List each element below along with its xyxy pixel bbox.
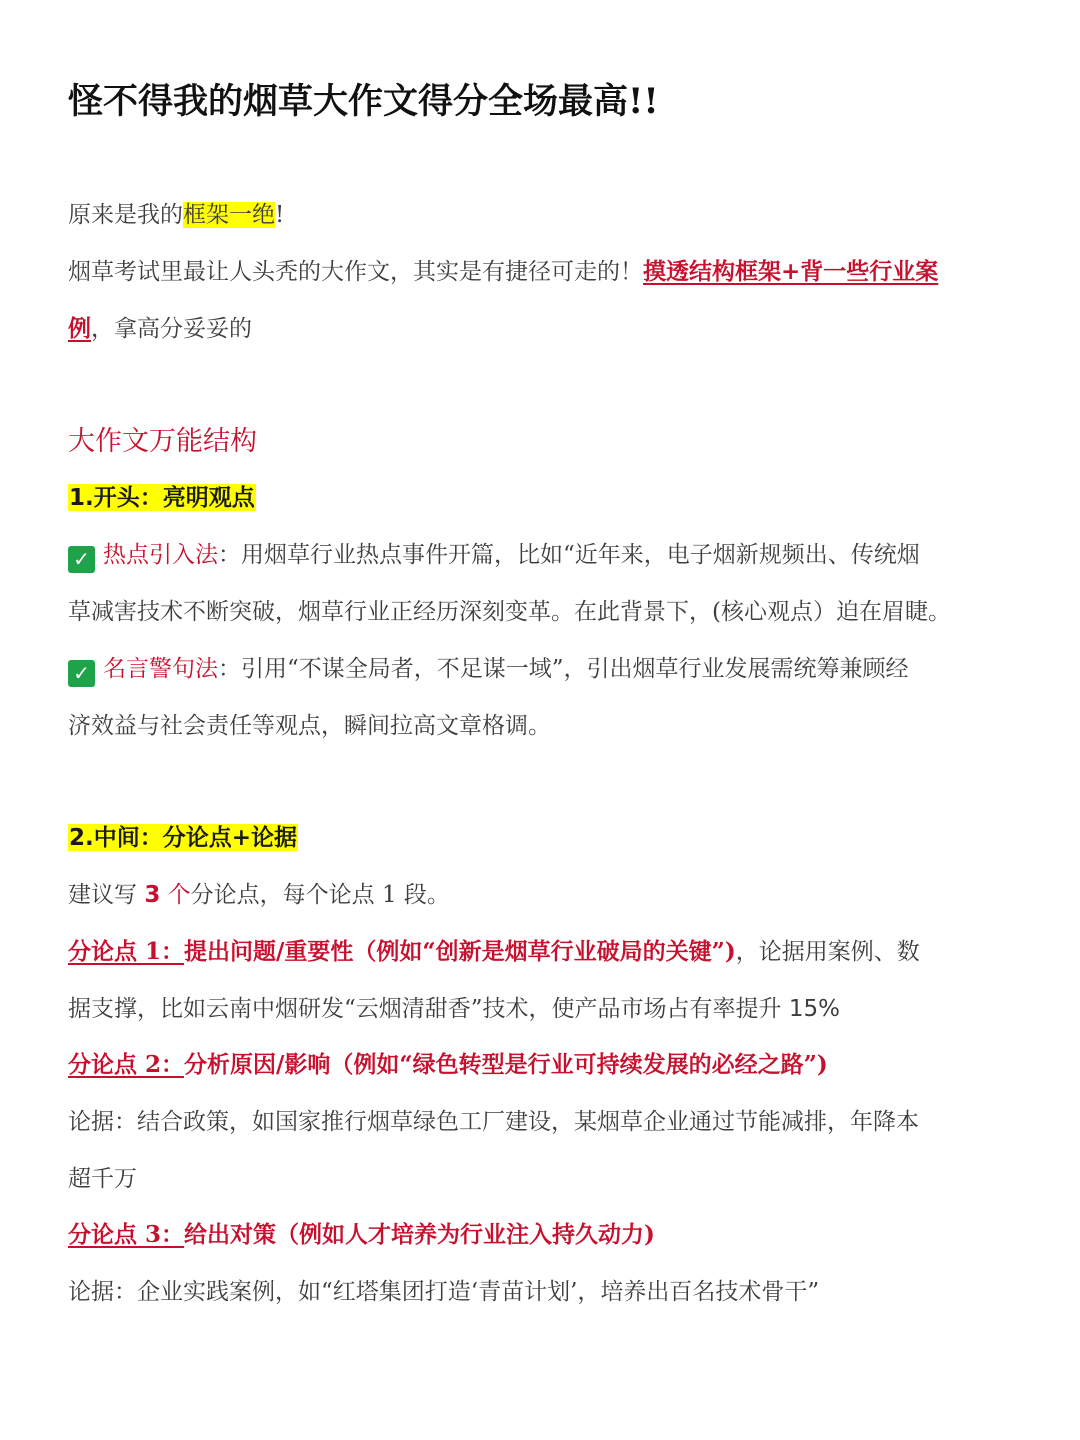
method-text: ：引用“不谋全局者，不足谋一域”，引出烟草行业发展需统筹兼顾经 xyxy=(218,656,909,682)
point-2-evidence: 论据：结合政策，如国家推行烟草绿色工厂建设，某烟草企业通过节能减排，年降本 xyxy=(68,1109,919,1135)
intro-line-3 xyxy=(68,309,1016,349)
point-text: ，论据用案例、数 xyxy=(735,939,920,965)
highlight-framework: 框架一绝 xyxy=(183,202,275,228)
point-label: 分论点 1： xyxy=(68,938,185,965)
intro-text: ，拿高分妥妥的 xyxy=(91,316,252,342)
part1-item-2-cont: 济效益与社会责任等观点，瞬间拉高文章格调。 xyxy=(68,713,551,739)
part1-item-2 xyxy=(68,649,1016,689)
intro-text: 烟草考试里最让人头秃的大作文，其实是有捷径可走的！ xyxy=(68,259,643,285)
advice-text: 建议写 xyxy=(68,882,137,908)
part1-heading xyxy=(68,478,1016,518)
part2-heading-label: 2.中间：分论点+论据 xyxy=(69,824,298,851)
section-title: 大作文万能结构 xyxy=(68,426,257,457)
point-label: 分论点 3： xyxy=(68,1221,185,1248)
intro-line-1 xyxy=(68,195,1016,235)
point-3-evidence: 论据：企业实践案例，如“红塔集团打造‘青苗计划’，培养出百名技术骨干” xyxy=(68,1279,820,1305)
point-percent: 15% xyxy=(788,996,840,1022)
point-1 xyxy=(68,932,1016,972)
point-2 xyxy=(68,1045,1016,1085)
check-box-icon: ✓ xyxy=(68,660,95,687)
page-title: 怪不得我的烟草大作文得分全场最高!! xyxy=(68,81,659,122)
method-label: 热点引入法 xyxy=(103,542,218,568)
point-1-cont xyxy=(68,989,1016,1029)
intro-key-point-end: 例 xyxy=(68,315,91,342)
intro-text: 原来是我的 xyxy=(68,202,183,228)
point-label: 分论点 2： xyxy=(68,1051,185,1078)
point-3 xyxy=(68,1215,1016,1255)
check-box-icon: ✓ xyxy=(68,546,95,573)
method-label: 名言警句法 xyxy=(103,656,218,682)
intro-key-point: 摸透结构框架+背一些行业案 xyxy=(643,258,939,285)
point-2-evidence-cont: 超千万 xyxy=(68,1166,137,1192)
part1-heading-label: 1.开头：亮明观点 xyxy=(69,484,255,511)
part1-item-1-cont: 草减害技术不断突破，烟草行业正经历深刻变革。在此背景下，(核心观点）迫在眉睫。 xyxy=(68,599,951,625)
method-text: ：用烟草行业热点事件开篇，比如“近年来，电子烟新规频出、传统烟 xyxy=(218,542,920,568)
advice-count: 3 xyxy=(144,882,161,908)
advice-unit: 个 xyxy=(167,882,191,908)
point-title: 分析原因/影响（例如“绿色转型是行业可持续发展的必经之路”) xyxy=(184,1051,828,1078)
part1-item-1 xyxy=(68,535,1016,575)
part2-advice xyxy=(68,875,1016,915)
intro-exclaim: ! xyxy=(275,202,285,228)
part2-heading xyxy=(68,818,1016,858)
intro-line-2 xyxy=(68,252,1016,292)
point-title: 提出问题/重要性（例如“创新是烟草行业破局的关键”) xyxy=(184,938,736,965)
point-text: 据支撑，比如云南中烟研发“云烟清甜香”技术，使产品市场占有率提升 xyxy=(68,996,782,1022)
advice-text: 分论点，每个论点 1 段。 xyxy=(190,882,450,908)
point-title: 给出对策（例如人才培养为行业注入持久动力) xyxy=(184,1221,655,1248)
